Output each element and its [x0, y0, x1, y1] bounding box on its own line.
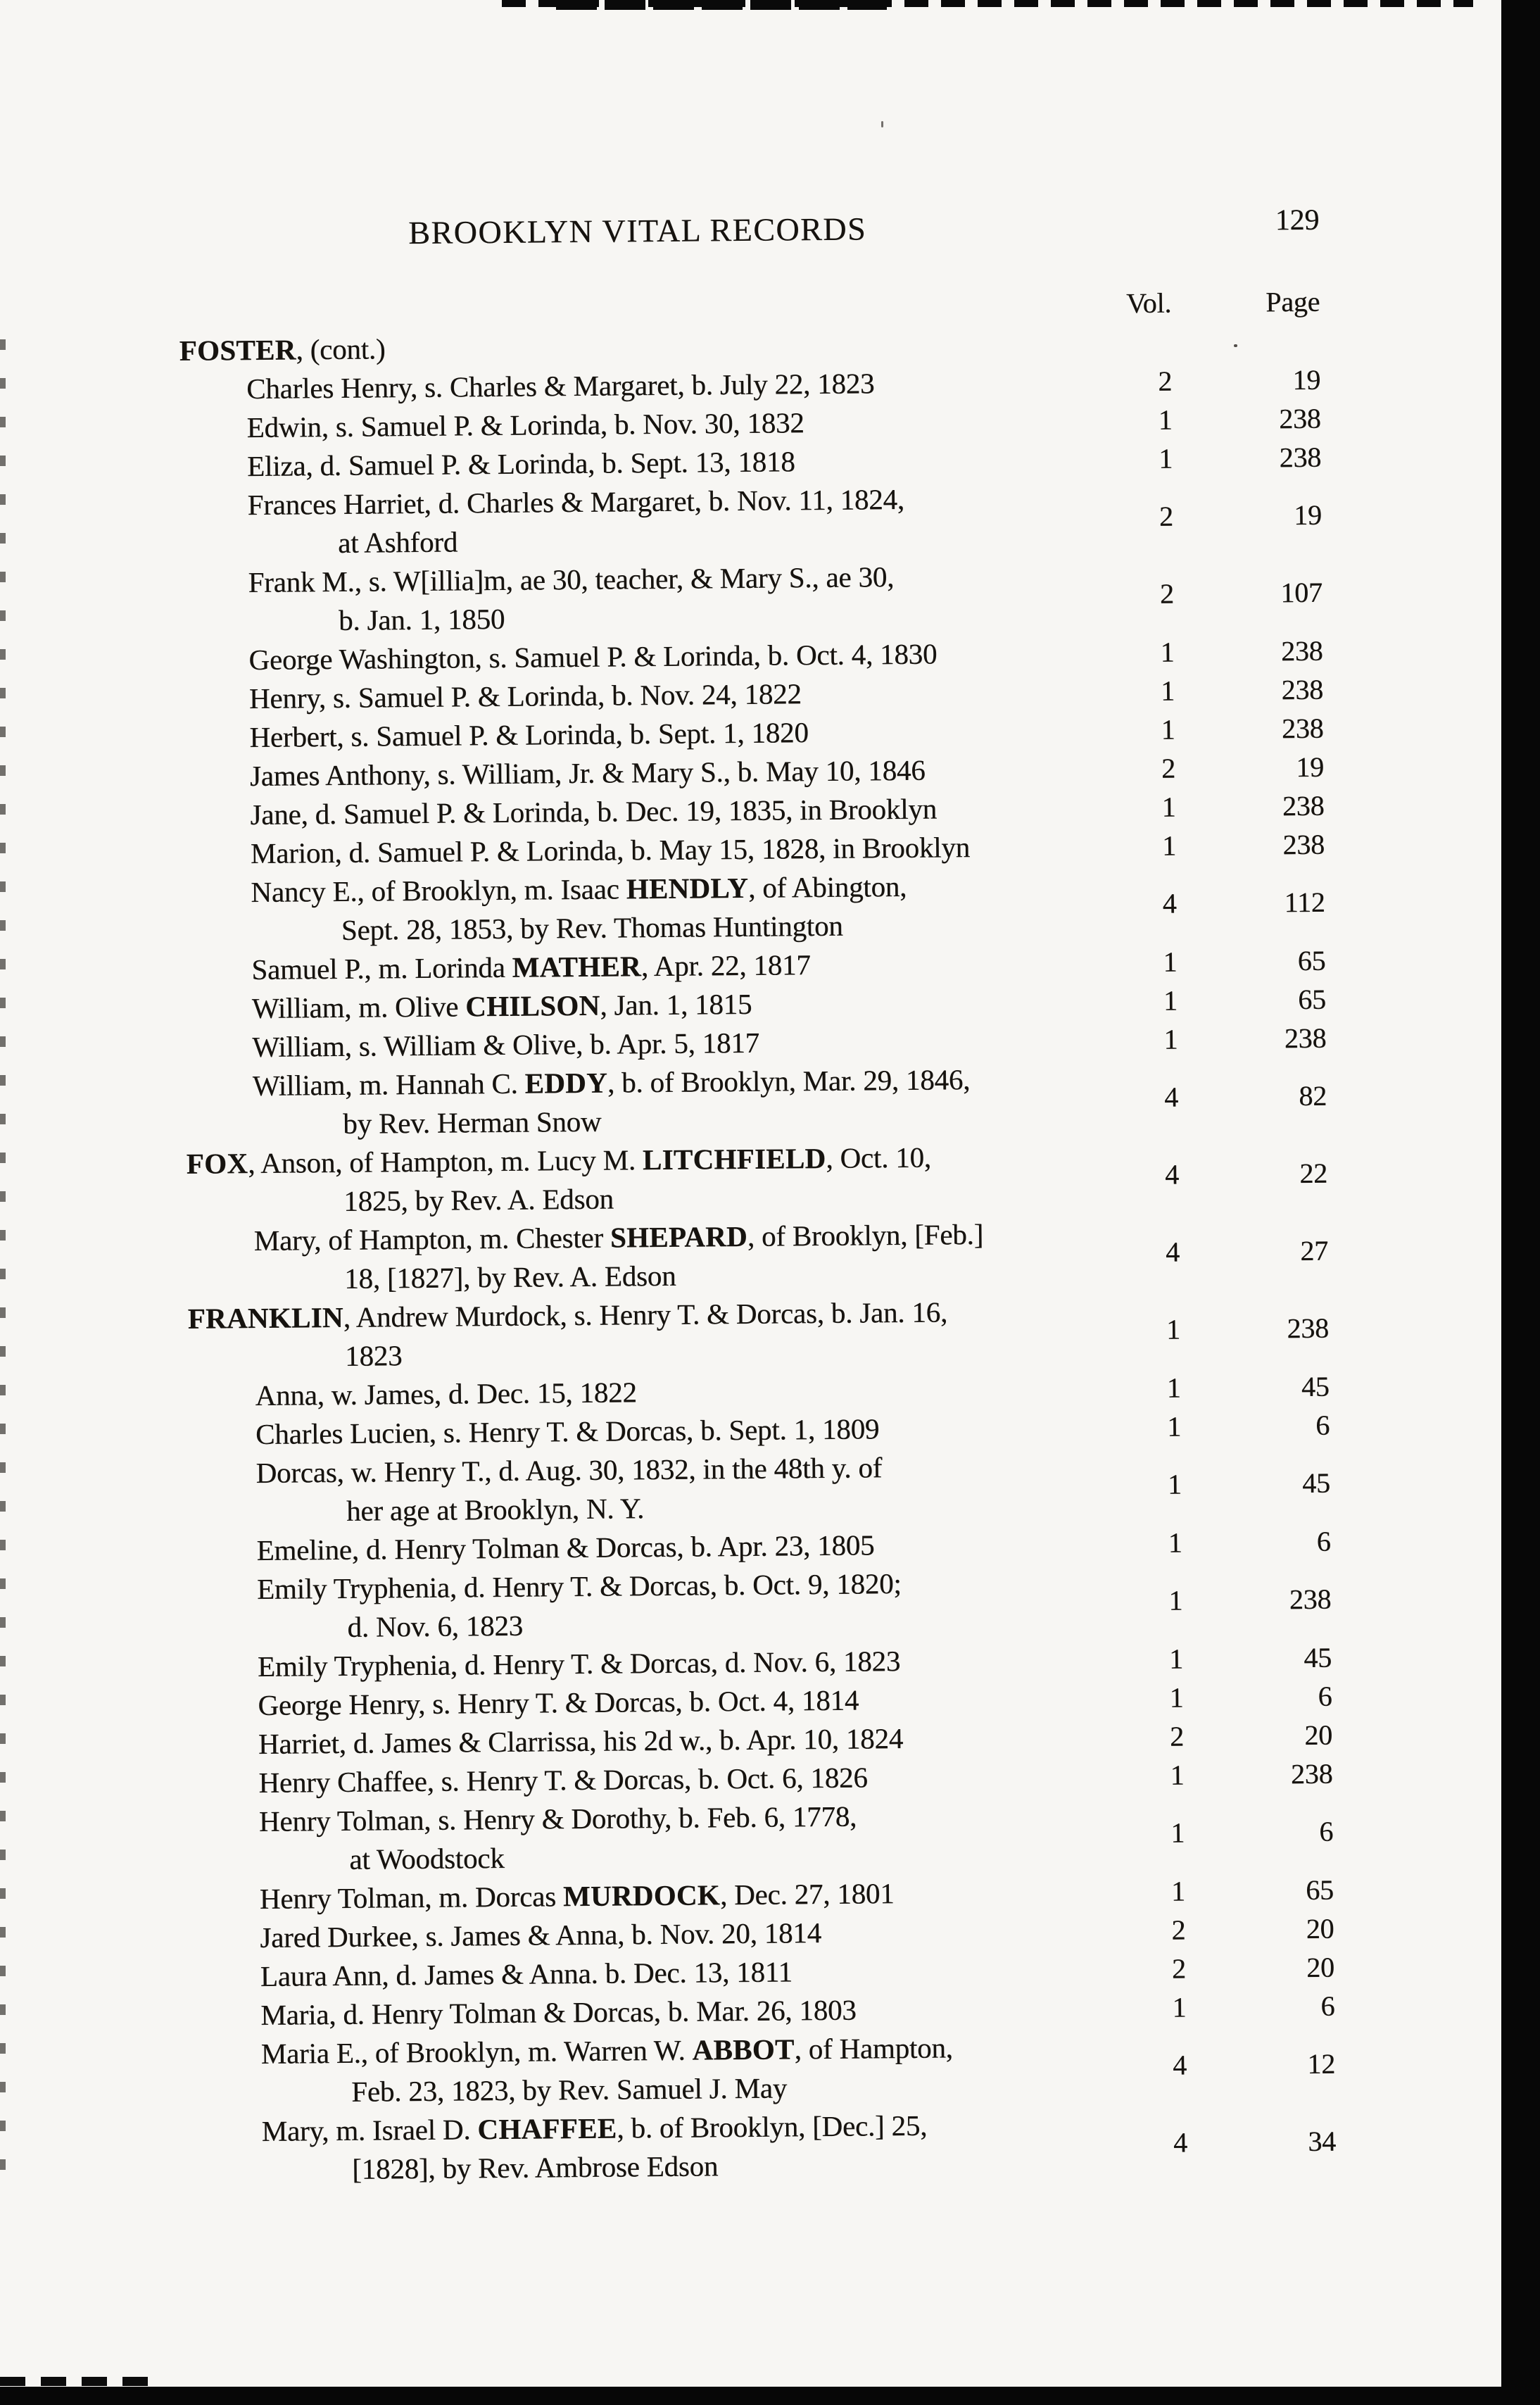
- record-line: Feb. 23, 1823, by Rev. Samuel J. May: [351, 2071, 788, 2108]
- page-value: 65: [1298, 983, 1327, 1015]
- page-value: 112: [1284, 886, 1325, 919]
- page-value: 19: [1292, 363, 1321, 396]
- vol-page-values: [1086, 573, 1323, 614]
- vol-value: 1: [1168, 1584, 1183, 1616]
- vol-page-values: [1092, 1367, 1329, 1408]
- record-row: [15, 2023, 1540, 2114]
- vol-page-values: [1087, 670, 1323, 711]
- page-value: 19: [1294, 498, 1323, 532]
- record-line: Maria E., of Brooklyn, m. Warren W. ABBOT, of Hampton,: [260, 2031, 953, 2070]
- record-row: [4, 862, 1540, 953]
- record-line: William, m. Olive CHILSON, Jan. 1, 1815: [251, 987, 752, 1024]
- vol-value: 1: [1159, 442, 1173, 475]
- record-row: [1, 552, 1540, 643]
- records-list: [0, 320, 1540, 2192]
- vol-page-values: [1094, 1464, 1330, 1505]
- vol-page-values: [1085, 496, 1322, 536]
- vol-value: 1: [1167, 1468, 1182, 1500]
- record-line: Herbert, s. Samuel P. & Lorinda, b. Sept. 1, 1820: [249, 716, 809, 753]
- vol-page-values: [1095, 1677, 1332, 1718]
- record-line: Eliza, d. Samuel P. & Lorinda, b. Sept. 13, 1818: [246, 445, 795, 482]
- scan-artifact-bottom-bar: [0, 2387, 1540, 2405]
- page-value: 238: [1282, 828, 1325, 861]
- scan-artifact-bottom-dashes: [0, 2377, 149, 2386]
- record-line: Emily Tryphenia, d. Henry T. & Dorcas, d. Nov. 6, 1823: [257, 1644, 901, 1683]
- vol-value: 4: [1173, 2126, 1188, 2159]
- scan-artifact-left-ticks: [0, 339, 6, 2177]
- vol-value: 2: [1159, 577, 1174, 610]
- surname-text: MURDOCK: [562, 1878, 721, 1913]
- surname-text: FOSTER: [179, 333, 296, 367]
- record-line: by Rev. Herman Snow: [343, 1105, 602, 1140]
- vol-page-values: [1096, 1716, 1332, 1757]
- record-line: James Anthony, s. William, Jr. & Mary S., b. May 10, 1846: [249, 753, 926, 792]
- page-value: 20: [1304, 1719, 1333, 1751]
- page-value: 65: [1306, 1873, 1334, 1906]
- vol-value: 1: [1163, 946, 1178, 978]
- page-value: 20: [1306, 1951, 1335, 1983]
- vol-value: 1: [1168, 1526, 1182, 1559]
- column-header-page: Page: [1266, 285, 1320, 318]
- record-line: 18, [1827], by Rev. A. Edson: [344, 1259, 676, 1295]
- vol-value: 4: [1165, 1236, 1180, 1268]
- vol-value: 1: [1167, 1410, 1182, 1443]
- vol-page-values: [1087, 748, 1324, 789]
- page-value: 19: [1296, 751, 1325, 784]
- vol-page-values: [1086, 632, 1323, 672]
- page-value: 238: [1287, 1312, 1330, 1345]
- vol-page-values: [1097, 1812, 1333, 1853]
- record-line: George Washington, s. Samuel P. & Lorinda, b. Oct. 4, 1830: [248, 637, 938, 676]
- vol-value: 4: [1162, 887, 1177, 919]
- record-line: William, m. Hannah C. EDDY, b. of Brooklyn, Mar. 29, 1846,: [252, 1063, 971, 1102]
- record-line: Edwin, s. Samuel P. & Lorinda, b. Nov. 30, 1832: [246, 406, 804, 444]
- scan-artifact-speck: [881, 121, 883, 127]
- record-row: [1, 475, 1540, 565]
- record-line: at Ashford: [337, 525, 458, 559]
- page-value: 6: [1316, 1525, 1331, 1557]
- record-line: FRANKLIN, Andrew Murdock, s. Henry T. & Dorcas, b. Jan. 16,: [187, 1295, 948, 1335]
- page-value: 34: [1308, 2125, 1337, 2157]
- record-line: FOX, Anson, of Hampton, m. Lucy M. LITCHFIELD, Oct. 10,: [186, 1141, 932, 1180]
- scan-artifact-right-bar: [1501, 0, 1540, 2405]
- vol-page-values: [1098, 1948, 1334, 1989]
- record-line: Henry Tolman, m. Dorcas MURDOCK, Dec. 27, 1801: [259, 1877, 895, 1915]
- record-row: [15, 2101, 1540, 2192]
- vol-value: 1: [1169, 1681, 1184, 1714]
- record-line: Jane, d. Samuel P. & Lorinda, b. Dec. 19, 1835, in Brooklyn: [250, 792, 938, 831]
- vol-page-values: [1093, 1406, 1330, 1447]
- record-line: Emeline, d. Henry Tolman & Dorcas, b. Apr. 23, 1805: [256, 1528, 875, 1566]
- record-line: Anna, w. James, d. Dec. 15, 1822: [255, 1376, 637, 1412]
- record-line: FOSTER, (cont.): [179, 332, 386, 367]
- vol-page-values: [1089, 941, 1325, 982]
- record-line: William, s. William & Olive, b. Apr. 5, 1817: [252, 1026, 760, 1063]
- page-value: 45: [1301, 1370, 1330, 1402]
- record-line: 1825, by Rev. A. Edson: [343, 1182, 614, 1217]
- vol-value: 2: [1171, 1952, 1187, 1985]
- page-title: BROOKLYN VITAL RECORDS: [408, 211, 867, 251]
- column-headers: [1083, 285, 1320, 320]
- record-line: Samuel P., m. Lorinda MATHER, Apr. 22, 1817: [251, 948, 811, 986]
- record-line: Maria, d. Henry Tolman & Dorcas, b. Mar. 26, 1803: [260, 1993, 857, 2031]
- record-line: Dorcas, w. Henry T., d. Aug. 30, 1832, in the 48th y. of: [255, 1451, 883, 1489]
- page-value: 238: [1290, 1757, 1333, 1790]
- vol-page-values: [1099, 2122, 1336, 2163]
- vol-value: 1: [1158, 403, 1173, 436]
- vol-value: 4: [1164, 1158, 1180, 1191]
- record-row: [7, 1133, 1540, 1224]
- page-value: 27: [1300, 1234, 1329, 1267]
- surname-text: EDDY: [524, 1066, 608, 1100]
- surname-text: CHILSON: [465, 988, 600, 1023]
- vol-page-values: [1092, 1231, 1328, 1272]
- vol-page-values: [1099, 2045, 1335, 2085]
- vol-page-values: [1097, 1871, 1334, 1911]
- page-value: 238: [1279, 441, 1322, 474]
- page-value: 22: [1299, 1157, 1328, 1189]
- record-line: Mary, m. Israel D. CHAFFEE, b. of Brooklyn, [Dec.] 25,: [261, 2109, 928, 2147]
- vol-page-values: [1085, 438, 1321, 479]
- record-line: her age at Brooklyn, N. Y.: [346, 1492, 645, 1527]
- page-value: 82: [1299, 1079, 1327, 1112]
- vol-value: 1: [1160, 674, 1175, 707]
- page-value: 20: [1306, 1912, 1334, 1945]
- surname-text: HENDLY: [626, 871, 749, 905]
- vol-page-values: [1097, 1909, 1334, 1950]
- record-line: d. Nov. 6, 1823: [347, 1609, 524, 1643]
- page-value: 238: [1279, 402, 1321, 435]
- record-line: Henry, s. Samuel P. & Lorinda, b. Nov. 24, 1822: [248, 677, 802, 715]
- vol-page-values: [1084, 360, 1320, 401]
- vol-value: 1: [1168, 1643, 1184, 1675]
- record-line: Henry Tolman, s. Henry & Dorothy, b. Feb. 6, 1778,: [258, 1800, 857, 1838]
- vol-value: 1: [1166, 1313, 1181, 1345]
- record-row: [11, 1559, 1540, 1650]
- record-line: Harriet, d. James & Clarrissa, his 2d w., b. Apr. 10, 1824: [258, 1721, 904, 1760]
- record-row: [9, 1443, 1540, 1533]
- record-line: Frank M., s. W[illia]m, ae 30, teacher, & Mary S., ae 30,: [248, 560, 895, 598]
- record-line: b. Jan. 1, 1850: [338, 602, 505, 636]
- record-line: Nancy E., of Brooklyn, m. Isaac HENDLY, of Abington,: [251, 869, 907, 908]
- vol-value: 1: [1170, 1816, 1185, 1849]
- surname-text: CHAFFEE: [477, 2111, 617, 2146]
- vol-page-values: [1084, 399, 1320, 440]
- page-number: 129: [1275, 203, 1320, 237]
- record-line: Frances Harriet, d. Charles & Margaret, b. Nov. 11, 1824,: [247, 482, 905, 521]
- vol-value: 1: [1161, 713, 1175, 746]
- vol-page-values: [1096, 1754, 1332, 1795]
- page-value: 238: [1284, 1022, 1327, 1055]
- record-row: [8, 1288, 1540, 1379]
- page-value: 65: [1297, 944, 1326, 977]
- page-value: 6: [1315, 1409, 1330, 1441]
- record-row: [13, 1791, 1540, 1882]
- vol-value: 1: [1161, 829, 1177, 862]
- vol-value: 1: [1170, 1759, 1185, 1791]
- vol-value: 1: [1166, 1371, 1181, 1404]
- vol-value: 4: [1173, 2049, 1187, 2081]
- column-header-vol: Vol.: [1125, 287, 1172, 320]
- page-value: 238: [1281, 673, 1324, 706]
- surname-text: ABBOT: [692, 2033, 795, 2066]
- vol-value: 1: [1163, 984, 1178, 1017]
- vol-page-values: [1090, 1019, 1326, 1060]
- vol-page-values: [1098, 1987, 1334, 2028]
- page-value: 12: [1307, 2047, 1336, 2080]
- vol-value: 2: [1161, 752, 1176, 784]
- vol-page-values: [1094, 1580, 1331, 1621]
- vol-page-values: [1090, 980, 1326, 1021]
- surname-text: FOX: [186, 1147, 248, 1180]
- record-line: Emily Tryphenia, d. Henry T. & Dorcas, b. Oct. 9, 1820;: [256, 1566, 902, 1605]
- page-value: 6: [1319, 1815, 1334, 1847]
- vol-value: 1: [1170, 1875, 1186, 1907]
- record-line: [1828], by Rev. Ambrose Edson: [352, 2149, 719, 2185]
- vol-page-values: [1090, 1076, 1327, 1117]
- scan-artifact-top-dashes-dense: [556, 0, 887, 10]
- record-line: Jared Durkee, s. James & Anna, b. Nov. 20, 1814: [260, 1916, 822, 1954]
- record-row: [8, 1210, 1540, 1301]
- record-line: Marion, d. Samuel P. & Lorinda, b. May 15, 1828, in Brooklyn: [250, 831, 971, 869]
- vol-value: 4: [1164, 1081, 1179, 1113]
- surname-text: FRANKLIN: [187, 1300, 343, 1335]
- vol-page-values: [1094, 1522, 1330, 1563]
- vol-value: 1: [1172, 1991, 1187, 2023]
- vol-value: 2: [1171, 1914, 1186, 1946]
- vol-value: 2: [1159, 500, 1174, 532]
- page-value: 238: [1282, 789, 1325, 822]
- record-line: Henry Chaffee, s. Henry T. & Dorcas, b. Oct. 6, 1826: [258, 1761, 868, 1799]
- record-row: [6, 1055, 1540, 1146]
- page-value: 238: [1280, 634, 1323, 667]
- page-value: 238: [1281, 712, 1324, 745]
- vol-page-values: [1087, 709, 1323, 750]
- vol-page-values: [1088, 825, 1325, 866]
- vol-value: 1: [1163, 1023, 1178, 1055]
- surname-text: SHEPARD: [610, 1219, 748, 1254]
- scan-artifact-speck: [1234, 344, 1237, 347]
- vol-value: 1: [1161, 791, 1176, 823]
- record-line: Sept. 28, 1853, by Rev. Thomas Huntington: [341, 909, 843, 946]
- vol-page-values: [1095, 1638, 1332, 1679]
- page-value: 45: [1304, 1641, 1332, 1674]
- record-line: Charles Lucien, s. Henry T. & Dorcas, b. Sept. 1, 1809: [255, 1412, 880, 1450]
- record-line: at Woodstock: [349, 1841, 505, 1876]
- vol-value: 1: [1160, 636, 1175, 668]
- record-line: 1823: [344, 1339, 403, 1372]
- surname-text: LITCHFIELD: [642, 1141, 826, 1176]
- page-value: 6: [1320, 1990, 1335, 2022]
- vol-page-values: [1092, 1309, 1329, 1350]
- record-line: Laura Ann, d. James & Anna. b. Dec. 13, 1811: [260, 1955, 793, 1992]
- vol-page-values: [1091, 1154, 1327, 1195]
- vol-value: 2: [1158, 365, 1173, 397]
- record-line: George Henry, s. Henry T. & Dorcas, b. Oct. 4, 1814: [258, 1683, 859, 1721]
- page-value: 45: [1302, 1467, 1331, 1499]
- page-value: 107: [1280, 576, 1323, 609]
- page-value: 6: [1318, 1680, 1332, 1712]
- vol-value: 2: [1169, 1720, 1185, 1752]
- record-line: Mary, of Hampton, m. Chester SHEPARD, of Brooklyn, [Feb.]: [253, 1217, 984, 1257]
- page-value: 238: [1289, 1583, 1332, 1616]
- surname-text: MATHER: [512, 950, 642, 984]
- vol-page-values: [1088, 883, 1325, 924]
- vol-page-values: [1087, 786, 1324, 827]
- record-line: Charles Henry, s. Charles & Margaret, b. July 22, 1823: [246, 367, 875, 405]
